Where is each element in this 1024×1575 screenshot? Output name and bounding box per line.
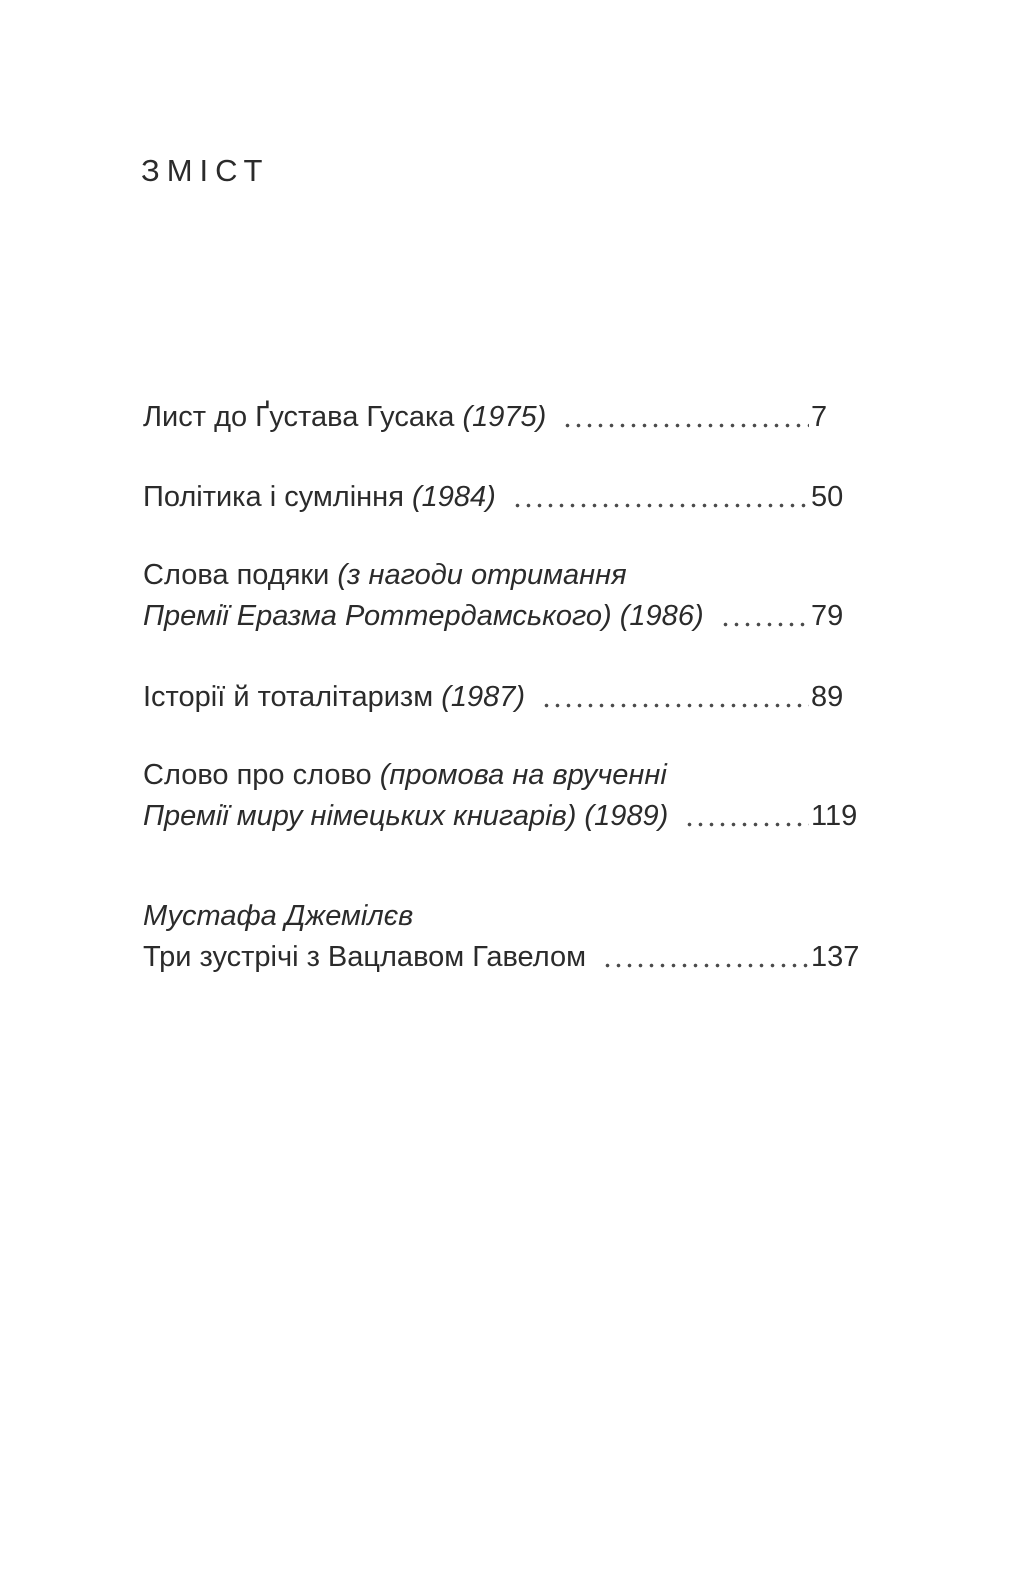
toc-title-italic-segment: (1984) [411, 481, 496, 513]
toc-title-italic-segment: Премії миру німецьких книгарів) (1989) [143, 800, 669, 832]
toc-entry-line [143, 796, 858, 837]
page-number: 119 [811, 800, 858, 832]
toc-entry-line [143, 677, 855, 718]
toc-entry-line [143, 596, 855, 637]
toc-entry-line [143, 937, 860, 978]
toc-title-italic-segment: Премії Еразма Роттердамського) (1986) [143, 600, 704, 632]
toc-entry [143, 755, 858, 837]
toc-title-italic-segment: (1987) [441, 681, 526, 713]
toc-entry [143, 677, 855, 718]
toc-title-italic-segment: (промова на врученні [379, 759, 667, 791]
page-number: 50 [811, 481, 844, 513]
toc-title-italic-segment: (з нагоди отримання [337, 559, 627, 591]
toc-title-segment: Три зустрічі з Вацлавом Гавелом [143, 941, 587, 973]
toc-entry-title [143, 555, 627, 596]
toc-entry-title [143, 755, 667, 796]
dotted-leader [682, 796, 809, 837]
toc-entry-title [143, 596, 704, 637]
toc-entry-title [143, 397, 546, 438]
dotted-leader [600, 937, 809, 978]
dotted-leader [539, 677, 809, 718]
page-number: 137 [811, 941, 860, 973]
page-number: 89 [811, 681, 844, 713]
page-title: ЗМІСТ [141, 153, 270, 188]
toc-entry [143, 477, 855, 518]
page-number: 7 [811, 401, 828, 433]
toc-entry [143, 896, 860, 978]
toc-title-segment: Слово про слово [143, 759, 380, 791]
toc-entry-title [143, 477, 496, 518]
toc-entry [143, 397, 855, 438]
toc-entry-title [143, 937, 586, 978]
toc-entry-line [143, 555, 855, 596]
toc-entry [143, 555, 855, 637]
toc-entry-title [143, 677, 525, 718]
page-number: 79 [811, 600, 844, 632]
toc-entry-line [143, 397, 855, 438]
dotted-leader [560, 397, 809, 438]
toc-title-segment: Історії й тоталітаризм [143, 681, 442, 713]
toc-entry-line [143, 755, 855, 796]
toc-entry-line [143, 896, 855, 937]
toc-title-segment: Слова подяки [143, 559, 338, 591]
toc-title-italic-segment: Мустафа Джемілєв [143, 900, 414, 932]
toc-title-segment: Лист до Ґустава Гусака [143, 401, 463, 433]
toc-title-italic-segment: (1975) [462, 401, 547, 433]
dotted-leader [718, 596, 809, 637]
toc-title-segment: Політика і сумління [143, 481, 412, 513]
toc-entry-title [143, 896, 413, 937]
toc-entry-line [143, 477, 855, 518]
dotted-leader [510, 477, 809, 518]
toc-entry-title [143, 796, 668, 837]
